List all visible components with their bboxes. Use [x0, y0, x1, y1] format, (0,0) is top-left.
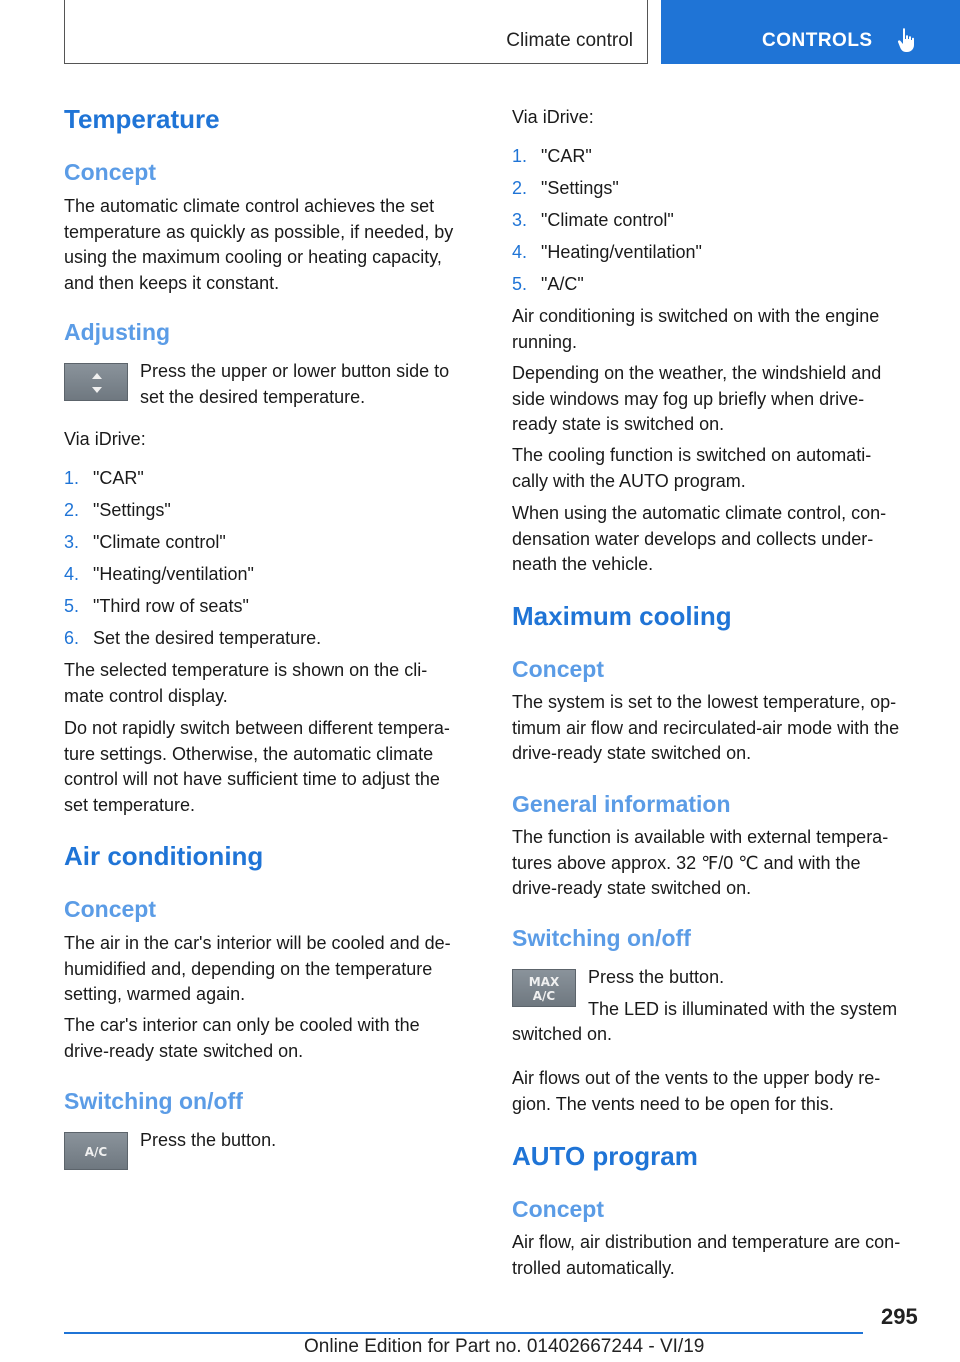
rapid-switch-paragraph [64, 716, 482, 818]
text-line: temperature as quickly as possible, if needed, by [64, 221, 454, 242]
text-line: Press the upper or lower button side to [140, 361, 450, 381]
airflow-paragraph [512, 1066, 930, 1117]
adjusting-paragraph [140, 359, 482, 410]
list-number: 1. [512, 146, 528, 166]
page-number: 295 [881, 1304, 918, 1329]
general-paragraph [512, 825, 930, 902]
led-text-line1: The LED is illuminated with the system [588, 999, 898, 1019]
list-item [64, 466, 482, 498]
text-line: densation water develops and collects under‐ [512, 528, 874, 549]
idrive-steps-list [512, 144, 930, 304]
text-line: Air conditioning is switched on with the engine [512, 306, 880, 326]
list-number: 2. [512, 178, 528, 198]
text-line: running. [512, 331, 578, 352]
ac-button-label: A/C [84, 1145, 108, 1159]
text-line: using the maximum cooling or heating capacity, [64, 247, 442, 267]
list-text: "A/C" [541, 274, 584, 294]
air-paragraph [64, 931, 482, 1008]
text-line: ture settings. Otherwise, the automatic climate [64, 743, 434, 764]
list-item [64, 498, 482, 530]
subheading-concept: Concept [512, 1196, 604, 1222]
text-line: The system is set to the lowest temperature, op‐ [512, 692, 897, 712]
text-line: The function is available with external tempera‐ [512, 827, 889, 847]
list-number: 5. [64, 596, 80, 616]
header-controls-tab [661, 0, 960, 64]
subheading-switching: Switching on/off [512, 925, 691, 951]
list-number: 4. [512, 242, 528, 262]
up-down-arrows-icon [65, 364, 129, 402]
list-text: Set the desired temperature. [93, 628, 322, 648]
condensation-paragraph [512, 501, 930, 578]
ac-on-paragraph [512, 304, 930, 355]
text-line: Depending on the weather, the windshield and [512, 363, 882, 383]
text-line: trolled automatically. [512, 1257, 675, 1278]
header-tab-label: CONTROLS [762, 30, 873, 51]
text-line: Air flow, air distribution and temperature are con‐ [512, 1232, 901, 1252]
list-text: "Third row of seats" [93, 596, 249, 616]
pointing-hand-icon [895, 27, 921, 53]
text-line: cally with the AUTO program. [512, 470, 746, 491]
list-text: "Settings" [541, 178, 619, 198]
text-line: set temperature. [64, 794, 196, 815]
text-line: humidified and, depending on the temperature [64, 958, 433, 979]
text-line: neath the vehicle. [512, 554, 654, 574]
fog-paragraph [512, 361, 930, 438]
text-line: When using the automatic climate control, con‐ [512, 503, 887, 523]
selected-temperature-paragraph [64, 658, 482, 709]
via-idrive-label: Via iDrive: [64, 429, 146, 449]
list-number: 3. [64, 532, 80, 552]
heading-air-conditioning: Air conditioning [64, 841, 264, 871]
heading-temperature: Temperature [64, 104, 220, 134]
text-line: control will not have sufficient time to adjust the [64, 769, 440, 789]
list-item [512, 272, 930, 304]
list-item [64, 530, 482, 562]
list-text: "Settings" [93, 500, 171, 520]
list-item [512, 208, 930, 240]
heading-auto-program: AUTO program [512, 1141, 698, 1171]
text-line: side windows may fog up briefly when drive- [512, 388, 865, 409]
heading-maximum-cooling: Maximum cooling [512, 601, 732, 631]
led-text-line2: switched on. [512, 1024, 613, 1044]
max-ac-label-line1: MAX [528, 975, 560, 989]
temperature-rocker-button-image [64, 363, 128, 401]
list-item [512, 240, 930, 272]
footer-edition: Online Edition for Part no. 01402667244 - VI/19 [304, 1336, 705, 1357]
list-number: 3. [512, 210, 528, 230]
press-button-text: Press the button. [588, 967, 725, 987]
list-item [64, 562, 482, 594]
text-line: set the desired temperature. [140, 386, 366, 407]
text-line: drive-ready state switched on. [64, 1040, 304, 1061]
text-line: The automatic climate control achieves the set [64, 196, 435, 216]
via-idrive-label: Via iDrive: [512, 107, 594, 127]
list-text: "Heating/ventilation" [93, 564, 254, 584]
text-line: The cooling function is switched on automati‐ [512, 445, 872, 465]
list-item [512, 144, 930, 176]
list-text: "CAR" [541, 146, 592, 166]
subheading-concept: Concept [512, 656, 604, 682]
list-item [64, 626, 482, 658]
list-item [64, 594, 482, 626]
max-ac-button-image [512, 969, 576, 1007]
list-text: "Climate control" [93, 532, 226, 552]
text-line: and then keeps it constant. [64, 272, 280, 293]
max-ac-label-line2: A/C [532, 989, 556, 1003]
text-line: setting, warmed again. [64, 984, 246, 1004]
list-text: "Heating/ventilation" [541, 242, 702, 262]
text-line: drive-ready state switched on. [512, 743, 752, 763]
subheading-switching: Switching on/off [64, 1088, 243, 1114]
footer-divider [64, 1332, 863, 1334]
text-line: drive-ready state switched on. [512, 878, 752, 898]
ac-button-image [64, 1132, 128, 1170]
list-item [512, 176, 930, 208]
text-line: Air flows out of the vents to the upper body re‐ [512, 1068, 881, 1088]
cooling-paragraph [512, 443, 930, 494]
max-concept-paragraph [512, 690, 930, 767]
text-line: mate control display. [64, 685, 228, 706]
text-line: tures above approx. 32 ℉/0 ℃ and with the [512, 852, 861, 873]
header-section-title: Climate control [506, 30, 633, 51]
subheading-concept: Concept [64, 896, 156, 922]
text-line: gion. The vents need to be open for this. [512, 1093, 834, 1114]
text-line: ready state is switched on. [512, 414, 725, 434]
list-number: 2. [64, 500, 80, 520]
press-button-text: Press the button. [140, 1130, 277, 1150]
text-line: The selected temperature is shown on the cli‐ [64, 660, 428, 680]
list-number: 5. [512, 274, 528, 294]
subheading-general-information: General information [512, 791, 731, 817]
concept-paragraph [64, 194, 482, 296]
list-number: 6. [64, 628, 80, 648]
text-line: Do not rapidly switch between different tempera‐ [64, 718, 450, 738]
subheading-concept: Concept [64, 159, 156, 185]
auto-paragraph [512, 1230, 930, 1281]
list-text: "Climate control" [541, 210, 674, 230]
list-number: 4. [64, 564, 80, 584]
list-text: "CAR" [93, 468, 144, 488]
list-number: 1. [64, 468, 80, 488]
text-line: timum air flow and recirculated-air mode with the [512, 717, 900, 738]
subheading-adjusting: Adjusting [64, 319, 171, 345]
text-line: The air in the car's interior will be cooled and de‐ [64, 933, 451, 953]
header-section-box [64, 0, 648, 64]
text-line: The car's interior can only be cooled with the [64, 1015, 420, 1035]
interior-paragraph [64, 1013, 482, 1064]
idrive-steps-list [64, 466, 482, 658]
